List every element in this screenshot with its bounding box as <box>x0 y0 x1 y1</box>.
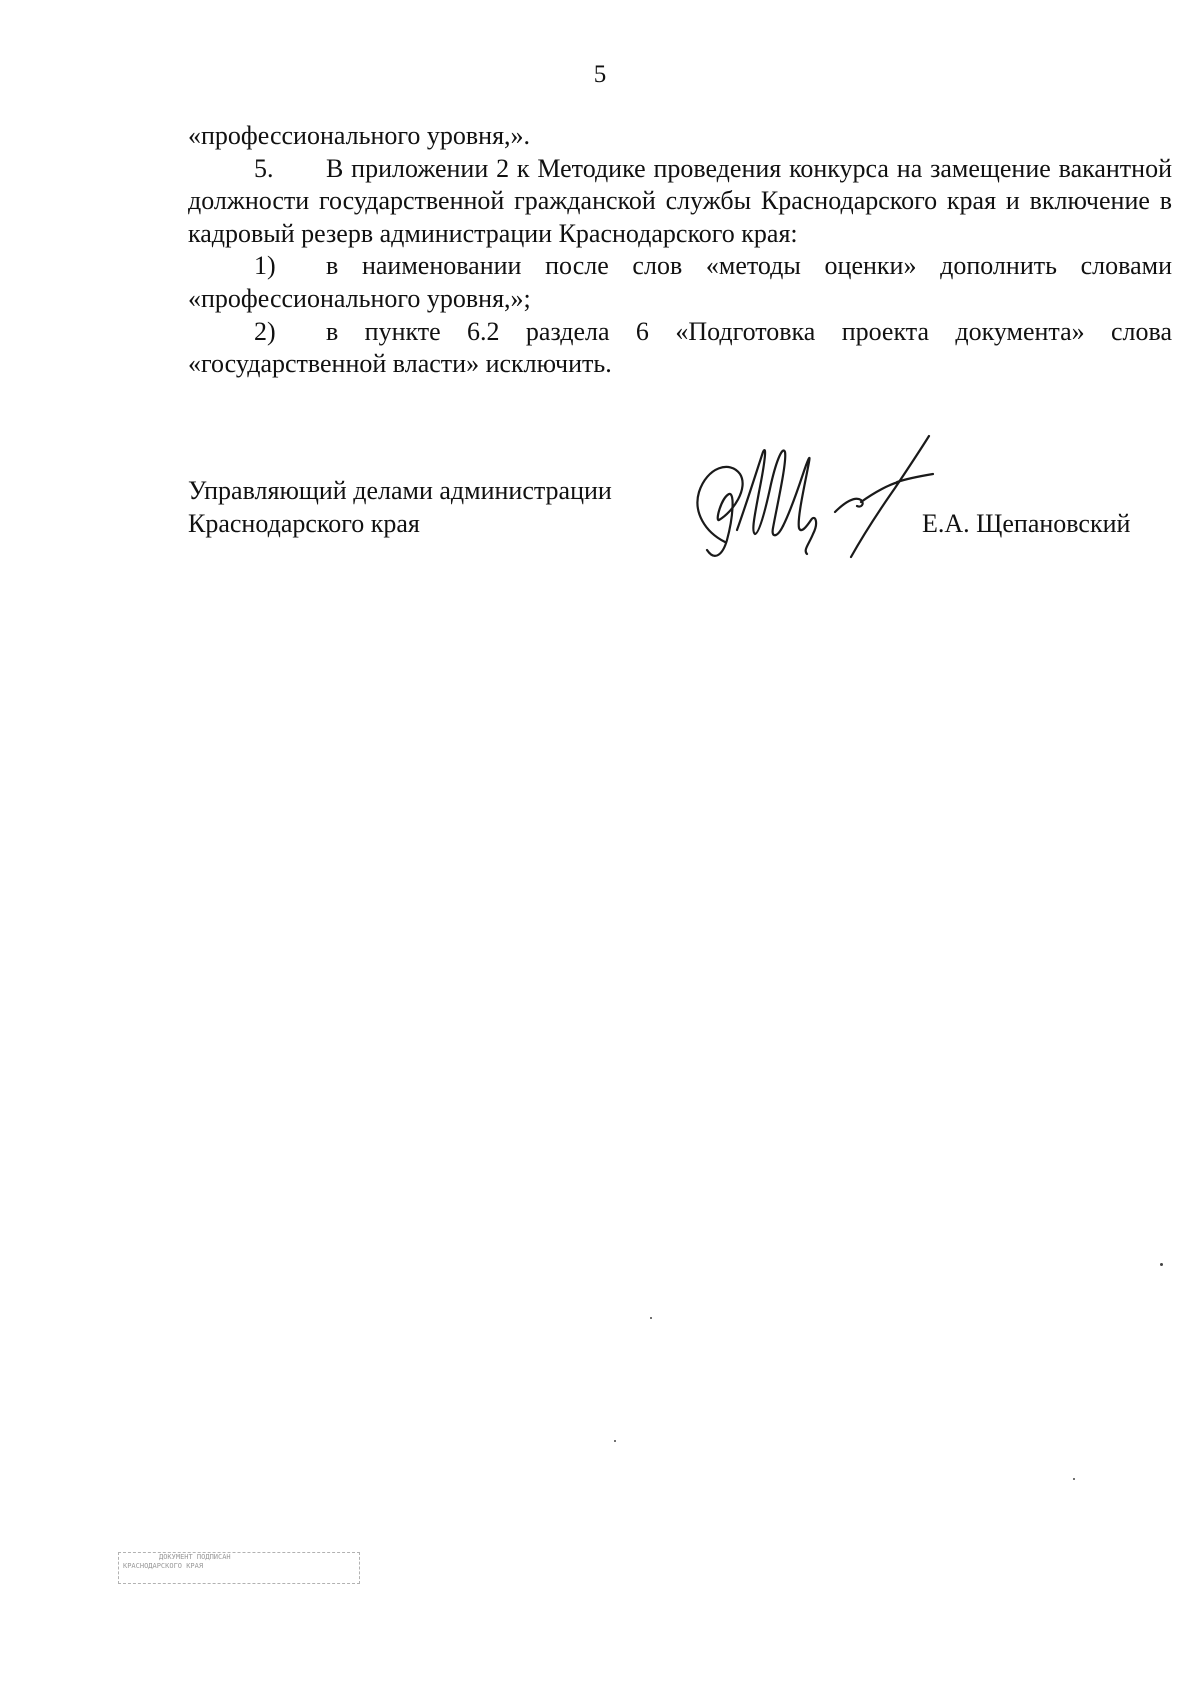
scan-speck <box>1073 1478 1075 1480</box>
paragraph-text: «профессионального уровня,». <box>188 121 531 150</box>
stamp-text: ДОКУМЕНТ ПОДПИСАН <box>159 1553 231 1561</box>
signatory-position-line: Краснодарского края <box>188 508 420 538</box>
subparagraph-2 <box>188 316 1172 381</box>
page-number: 5 <box>593 61 607 88</box>
paragraph-number: 1) <box>254 251 276 281</box>
stamp-text: КРАСНОДАРСКОГО КРАЯ <box>123 1562 204 1570</box>
paragraph-text: в пункте 6.2 раздела 6 «Подготовка проекта документа» слова «государственной власти» исключить. <box>188 316 1172 379</box>
paragraph-item-5 <box>188 153 1172 251</box>
paragraph-text: в наименовании после слов «методы оценки» дополнить словами «профессионального уровня,»; <box>188 251 1172 313</box>
paragraph-text: В приложении 2 к Методике проведения конкурса на замещение вакантной должности государственной гражданской службы Краснодарского края и включение в кадровый резерв администрации Краснодарского края: <box>188 153 1172 248</box>
paragraph-continuation <box>188 120 1172 153</box>
paragraph-number: 5. <box>254 153 274 183</box>
scan-speck <box>1160 1263 1163 1266</box>
signatory-name: Е.А. Щепановский <box>922 509 1131 538</box>
handwritten-signature <box>685 422 975 577</box>
signatory-position-line: Управляющий делами администрации <box>188 476 612 505</box>
subparagraph-1 <box>188 250 1172 315</box>
electronic-signature-stamp <box>118 1552 360 1584</box>
scan-speck <box>650 1317 652 1319</box>
document-body <box>188 120 1172 381</box>
signatory-position <box>188 475 612 540</box>
paragraph-number: 2) <box>254 316 276 346</box>
scan-speck <box>614 1440 616 1442</box>
